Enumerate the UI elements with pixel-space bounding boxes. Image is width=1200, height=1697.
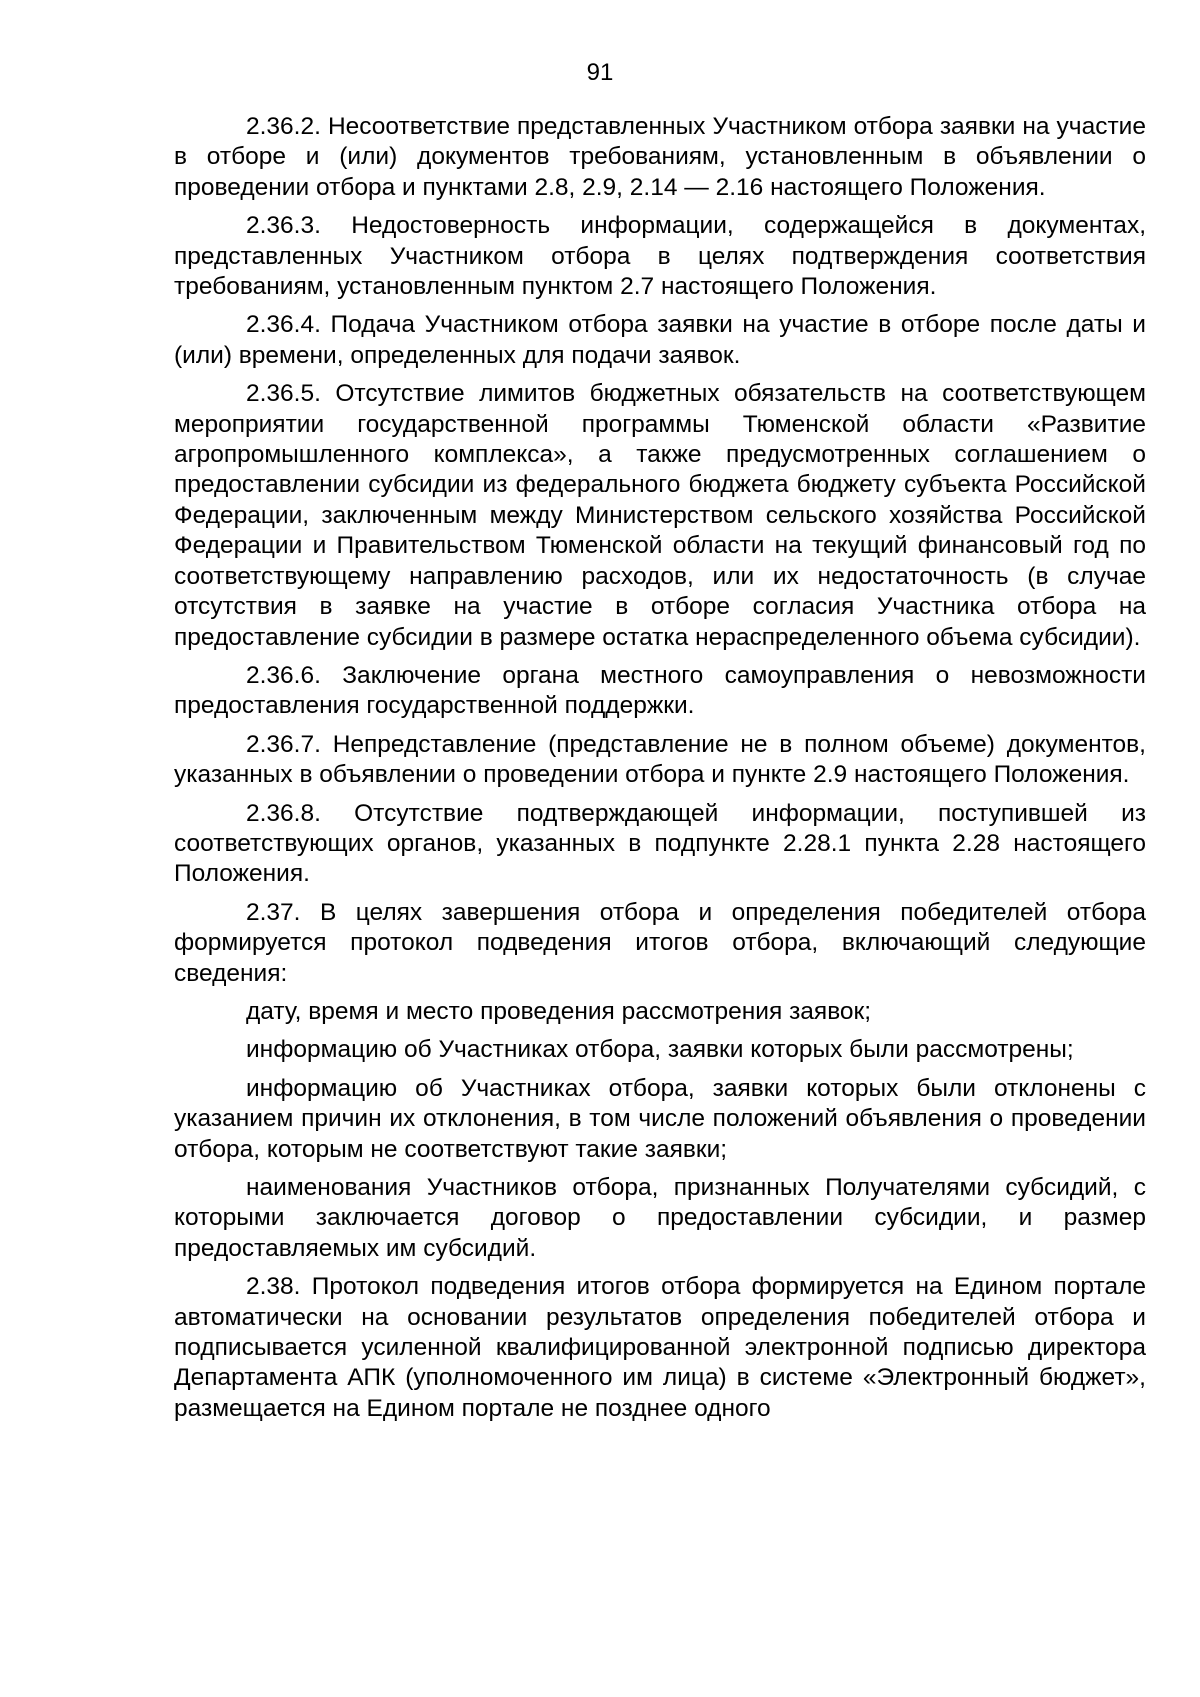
- paragraph-2-36-7: 2.36.7. Непредставление (представление не в полном объеме) документов, указанных в объявлении о проведении отбора и пункте 2.9 настоящего Положения.: [174, 730, 1146, 789]
- document-body: [174, 112, 1146, 1432]
- list-item-recipients: наименования Участников отбора, признанных Получателями субсидий, с которыми заключается договор о предоставлении субсидии, и размер предоставляемых им субсидий.: [174, 1174, 1146, 1262]
- paragraph-2-36-4: 2.36.4. Подача Участником отбора заявки на участие в отборе после даты и (или) времени, определенных для подачи заявок.: [174, 311, 1146, 369]
- paragraph-2-37: 2.37. В целях завершения отбора и определения победителей отбора формируется протокол подведения итогов отбора, включающий следующие сведения:: [174, 898, 1146, 987]
- paragraph-2-36-2: 2.36.2. Несоответствие представленных Участником отбора заявки на участие в отборе и (или) документов требованиям, установленным в объявлении о проведении отбора и пунктами 2.8, 2.9, 2.14 — 2.16 настоящего Положения.: [174, 113, 1146, 201]
- list-item-reviewed-participants: информацию об Участниках отбора, заявки которых были рассмотрены;: [246, 1036, 1074, 1064]
- paragraph-2-36-8: 2.36.8. Отсутствие подтверждающей информации, поступившей из соответствующих органов, указанных в подпункте 2.28.1 пункта 2.28 настоящего Положения.: [174, 799, 1146, 888]
- paragraph-2-36-3: 2.36.3. Недостоверность информации, содержащейся в документах, представленных Участником отбора в целях подтверждения соответствия требованиям, установленным пунктом 2.7 настоящего Положения.: [174, 212, 1146, 301]
- list-item-rejected-participants: информацию об Участниках отбора, заявки которых были отклонены с указанием причин их отклонения, в том числе положений объявления о проведении отбора, которым не соответствуют такие заявки;: [174, 1074, 1146, 1163]
- paragraph-2-36-5: 2.36.5. Отсутствие лимитов бюджетных обязательств на соответствующем мероприятии государственной программы Тюменской области «Развитие агропромышленного комплекса», а также предусмотренных соглашением о предоставлении субсидии из федерального бюджета бюджету субъекта Российской Федерации, заключенным между Министерством сельского хозяйства Российской Федерации и Правительством Тюменской области на текущий финансовый год по соответствующему направлению расходов, или их недостаточность (в случае отсутствия в заявке на участие в отборе согласия Участника отбора на предоставление субсидии в размере остатка нераспределенного объема субсидии).: [174, 380, 1146, 651]
- paragraph-2-38: 2.38. Протокол подведения итогов отбора формируется на Едином портале автоматически на основании результатов определения победителей отбора и подписывается усиленной квалифицированной электронной подписью директора Департамента АПК (уполномоченного им лица) в системе «Электронный бюджет», размещается на Едином портале не позднее одного: [174, 1273, 1146, 1422]
- list-item-date-time-place: дату, время и место проведения рассмотрения заявок;: [246, 997, 872, 1025]
- paragraph-2-36-6: 2.36.6. Заключение органа местного самоуправления о невозможности предоставления государственной поддержки.: [174, 661, 1146, 720]
- page-number: 91: [586, 59, 614, 86]
